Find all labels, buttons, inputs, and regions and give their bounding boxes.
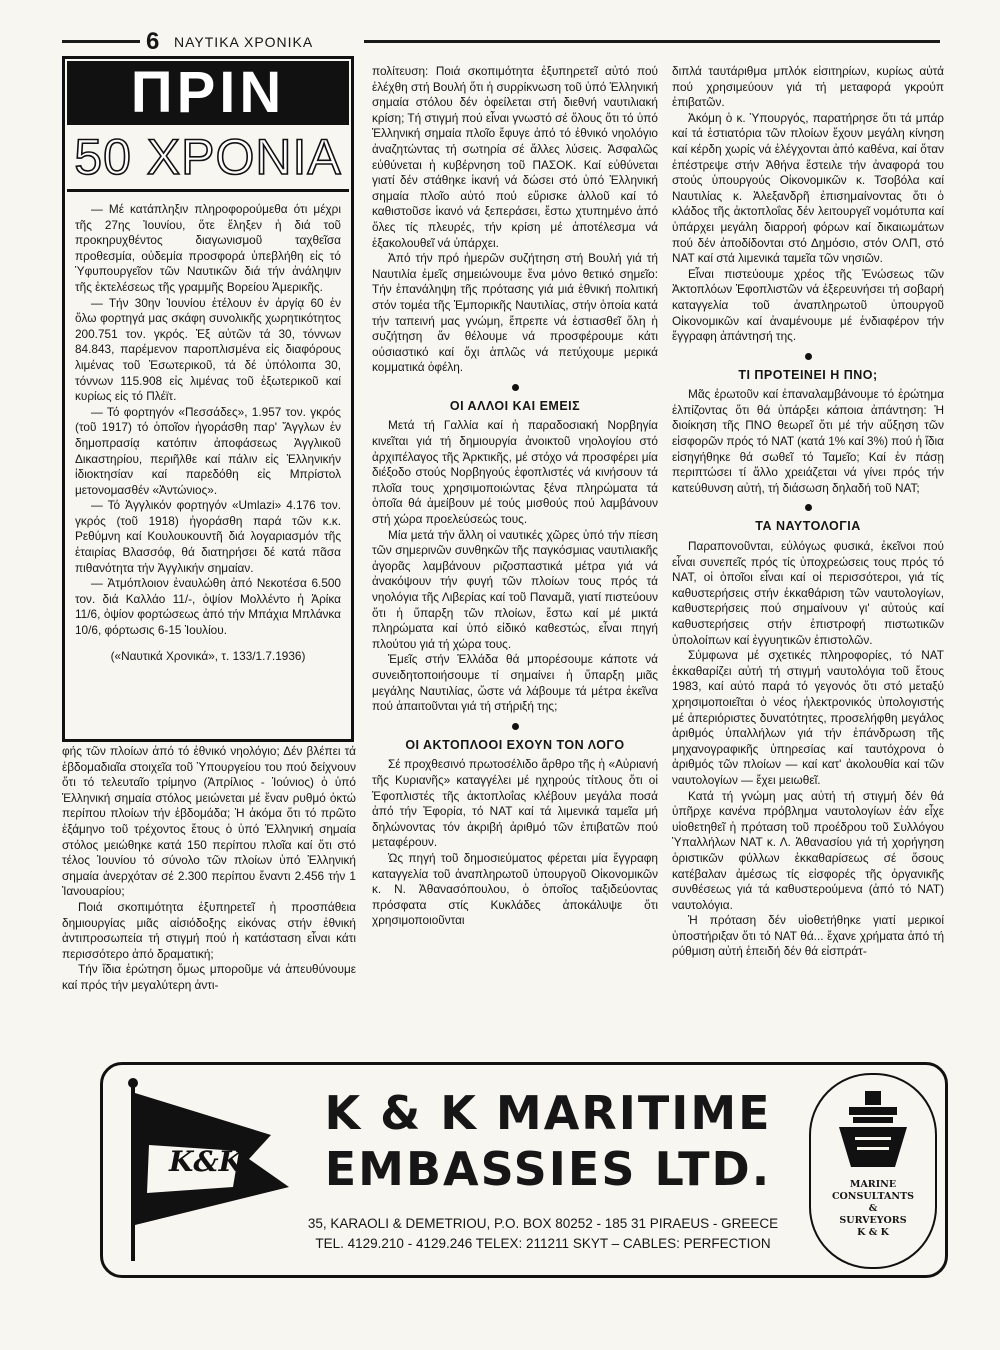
- box-paragraph: — Τό φορτηγόν «Πεσσάδες», 1.957 τον. γκρός (τοῦ 1917) τό ὁποῖον ἠγοράσθη παρ' Ἄγγλων ἐν δημοπρασίᾳ κατόπιν ἀποφάσεως Ἀγγλικοῦ Δικαστηρίου, περιῆλθε καί πάλιν εἰς Ἑλληνικήν ἰδιοκτησίαν καί παρεδόθη εἰς Μπρίστολ μετονομασθέν «Ἀντώνιος».: [75, 404, 341, 497]
- marine-consultants-seal: [809, 1073, 937, 1269]
- box-paragraph: — Τό Ἀγγλικόν φορτηγόν «Umlazi» 4.176 τον. γκρός (τοῦ 1918) ἠγοράσθη παρά τῶν κ.κ. Ρεθύμνη καί Κουλουκουντῆ διά λογαριασμόν τῆς ἑταιρίας Βλασσόφ, θά διατηρήσει δέ κατά πᾶσα πιθανότητα τήν Ἀγγλικήν σημαίαν.: [75, 498, 341, 575]
- flag-monogram: K&K: [169, 1145, 243, 1178]
- col3-paragraph: διπλά ταυτάριθμα μπλόκ εἰσιτηρίων, κυρίως αὐτά πού χρησιμεύουν γιά τή μεταφορά γκρούπ ἐπιβατῶν.: [672, 64, 944, 110]
- header-rule-right: [364, 40, 940, 43]
- page-number: 6: [146, 28, 160, 55]
- bullet-dot: [512, 723, 519, 730]
- box-title-prin: ΠΡΙΝ: [67, 61, 349, 125]
- col2-paragraph: πολίτευση: Ποιά σκοπιμότητα ἐξυπηρετεῖ αὐτό πού ἐλέχθη στή Βουλή ὅτι ἡ συρρίκνωση τοῦ ὑπό Ἑλληνική σημαία στόλου δέν ὀφείλεται στή διεθνή ναυτιλιακή κρίση; Τή στιγμή πού εἶναι γνωστό σέ ὅλους ὅτι τό ὑπό Ἑλληνική σημαία πλοῖο ἔφυγε ἀπό τό ἐθνικό νηολόγιο ἀναζητώντας τή σωτηρία σέ ἄλλες λύσεις. Ἀσφαλῶς εὐθύνεται ἡ κυβέρνηση τοῦ ΠΑΣΟΚ. Καί εὐθύνεται γιατί δέν στάθηκε ἱκανή νά δώσει στό ὑπό Ἑλληνική σημαία πλοῖο αὐτό πού εὕρισκε ἀλλοῦ καί τό καθιστοῦσε ἱκανό νά ξεπεράσει, ἔστω χτυπημένο ἀπό ὅλες τίς πλευρές, τήν κρίση μέ ἀποτέλεσμα νά ἐξακολουθεῖ νά ὑπάρχει.: [372, 64, 658, 250]
- publication-name: ΝΑΥΤΙΚΑ ΧΡΟΝΙΚΑ: [174, 34, 314, 50]
- col1-paragraph: Ποιά σκοπιμότητα ἐξυπηρετεῖ ἡ προσπάθεια δημιουργίας μιᾶς αἰσιόδοξης εἰκόνας στήν ἐθνική ἀντιπροσωπεία τή στιγμή πού ἡ κατάσταση εἶναι κάτι περισσότερο ἀπό δραματική;: [62, 899, 356, 961]
- seal-line-consultants: CONSULTANTS: [831, 1191, 915, 1202]
- col2-paragraph: Σέ προχθεσινό πρωτοσέλιδο ἄρθρο τῆς ἡ «Αὐριανή τῆς Κυριανῆς» καταγγέλει μέ ηχηρούς τίτλους ὅτι οἱ Ἐφοπλιστές τῆς ἀκτοπλοΐας κλέβουν μεγάλα ποσά ἀπό τήν Ἐφορία, τό ΝΑΤ καί τά λιμενικά ταμεῖα μή δηλώνοντας τόν ἀκριβή ἀριθμό τῶν ἐπιβατῶν πού μεταφέρουν.: [372, 757, 658, 850]
- bullet-dot: [805, 504, 812, 511]
- section-heading-coastal-shipping: ΟΙ ΑΚΤΟΠΛΟΟΙ ΕΧΟΥΝ ΤΟΝ ΛΟΓΟ: [405, 737, 625, 752]
- col2-paragraph: Ἐμεῖς στήν Ἑλλάδα θά μπορέσουμε κάποτε νά συνειδητοποιήσουμε τί σημαίνει ἡ ὕπαρξη μιᾶς μεγάλης Ναυτιλίας, ὥστε νά λάβουμε τά μέτρα ἐκεῖνα πού ἀπαιτοῦνται γιά τή στήριξή της;: [372, 652, 658, 714]
- col1-paragraph: φής τῶν πλοίων ἀπό τό ἐθνικό νηολόγιο; Δέν βλέπει τά ἑβδομαδιαῖα στοιχεῖα τοῦ Ὑπουργείου του πού δείχνουν ὅτι τό τελευταῖο τρίμηνο (Ἀπρίλιος - Ἰούνιος) ὁ ὑπό Ἑλληνική σημαία στόλος μειώνεται μέ ἕναν ρυθμό ὀκτώ περίπου πλοίων τήν ἑβδομάδα; Ἡ ἀκόμα ὅτι τό πρῶτο ἑξάμηνο τοῦ τρέχοντος ἔτους ὁ ὑπό Ἑλληνική σημαία στόλος μειώθηκε κατά 150 περίπου πλοῖα καί ὅτι στό τέλος Ἰουνίου τό σύνολο τῶν πλοίων ὑπό Ἑλληνική σημαία ἀνερχόταν σέ 2.300 περίπου ἔναντι 2.456 τήν 1 Ἰανουαρίου;: [62, 744, 356, 899]
- seal-line-marine: MARINE: [849, 1179, 897, 1190]
- col2-paragraph: Ἀπό τήν πρό ἡμερῶν συζήτηση στή Βουλή γιά τή Ναυτιλία ἐμεῖς σημειώνουμε ἕνα μόνο θετικό σημεῖο: Τήν ἐπανάληψη τῆς πρότασης γιά μιά ἐθνική πολιτική στόν τομέα τῆς Ἐμπορικῆς Ναυτιλίας, στήν ὁποία κατά τήν ταπεινή μας γνώμη, ἔπρεπε νά ἑστιασθεῖ ὅλη ἡ συζήτηση ἄν θέλουμε νά προσφέρουμε κάτι οὐσιαστικό καί ὄχι ἁπλῶς νά πετύχουμε μερικά κομματικά ὀφέλη.: [372, 251, 658, 375]
- col3-paragraph: Ἡ πρόταση δέν υἱοθετήθηκε γιατί μερικοί ὑποστήριξαν ὅτι τό ΝΑΤ θά... ἔχανε χρήματα ἀπό τή ρύθμιση αὐτή ἐπειδή δέν θά εἰσπράτ-: [672, 913, 944, 959]
- box-title-50-years: 50 ΧΡΟΝΙΑ: [67, 125, 349, 192]
- ad-contacts: TEL. 4129.210 - 4129.246 TELEX: 211211 SKYT – CABLES: PERFECTION: [315, 1236, 771, 1251]
- section-heading-pno-proposal: ΤΙ ΠΡΟΤΕΙΝΕΙ Η ΠΝΟ;: [738, 367, 878, 382]
- prin-50-xronia-box: [62, 56, 354, 742]
- seal-line-ampersand: &: [868, 1203, 878, 1214]
- section-heading-others-and-us: ΟΙ ΑΛΛΟΙ ΚΑΙ ΕΜΕΙΣ: [449, 398, 581, 413]
- column-2: [372, 64, 658, 1052]
- box-source: («Ναυτικά Χρονικά», τ. 133/1.7.1936): [110, 648, 306, 663]
- col2-paragraph: Μετά τή Γαλλία καί ἡ παραδοσιακή Νορβηγία κινεῖται γιά τή δημιουργία ἀνοικτοῦ νηολογίου στό ἀρχιπέλαγος τῆς Ἀρκτικῆς, μέ στόχο νά προσφέρει μία διέξοδο στούς Νορβηγούς ἐφοπλιστές νά κινήσουν τά πλοῖα τους χρησιμοποιώντας ξένα πληρώματα τά ὁποῖα θά ἀμείβουν μέ τούς μισθούς πού λαμβάνουν στή χώρα προελεύσεώς τους.: [372, 418, 658, 527]
- col3-paragraph: Σύμφωνα μέ σχετικές πληροφορίες, τό ΝΑΤ ἐκκαθαρίζει αὐτή τή στιγμή ναυτολόγια τοῦ ἔτους 1983, καί αὐτό παρά τό γεγονός ὅτι στό μεταξύ χρησιμοποιεῖται ὁ νέος ἠλεκτρονικός ὑπολογιστής μέ ἀπεριόριστες δυνατότητες, προσελήφθη μεγάλος ἀριθμός ὑπαλλήλων γιά τήν ἐπάνδρωση τῆς μηχανογραφικῆς ὑπηρεσίας καί ταυτόχρονα ὁ ἀριθμός τῶν πλοίων — καί κατ' ἀκολουθία καί τῶν ναυτολογίων — ἔχει μειωθεῖ.: [672, 648, 944, 787]
- col3-paragraph: Κατά τή γνώμη μας αὐτή τή στιγμή δέν θά ὑπῆρχε κανένα πρόβλημα ναυτολογίων ἐάν εἶχε υἱοθετηθεῖ ἡ πρόταση τοῦ προέδρου τοῦ Συλλόγου Ὑπαλλήλων ΝΑΤ κ. Λ. Ἀθανασίου γιά τή χορήγηση ὁριστικῶν φύλλων ἐκκαθαρίσεως σέ ὅσους κατέβαλαν ἀμέσως τίς εἰσφορές τῆς ὀργανικῆς συνθέσεως γιά τά καθυστερούμενα (ἀπό τό ΝΑΤ) ναυτολόγια.: [672, 788, 944, 912]
- seal-line-surveyors: SURVEYORS: [839, 1215, 907, 1226]
- col1-paragraph: Τήν ἴδια ἐρώτηση ὅμως μποροῦμε νά ἀπευθύνουμε καί πρός τήν μεγαλύτερη ἀντι-: [62, 962, 356, 992]
- box-paragraph: — Μέ κατάπληξιν πληροφορούμεθα ότι μέχρι τῆς 27ης Ἰουνίου, ὅτε ἔληξεν ἡ διά τοῦ προκηρυχθέντος διαγωνισμοῦ ταχθεῖσα προθεσμία, οὐδεμία προσφορά ὑπεβλήθη εἰς τό Ὑφυπουργεῖον τῶν Ναυτικῶν διά τήν ἀνάληψιν τῆς ἐκτελέσεως τῆς γραμμῆς Βορείου Ἀμερικῆς.: [75, 202, 341, 294]
- ad-company-name-line2: EMBASSIES LTD.: [324, 1142, 772, 1196]
- ad-address: 35, KARAOLI & DEMETRIOU, P.O. BOX 80252 - 185 31 PIRAEUS - GREECE: [307, 1216, 779, 1231]
- box-paragraph: — Ἀτμόπλοιον ἐναυλώθη ἀπό Νεκοτέσα 6.500 τον. διά Καλλάο 11/-, ὀψίον Μολλέντο ἡ Ἀρίκα 11/6, ὀψίον φορτώσεως ἀπό τήν Μπάχια Μπλάνκα 10/6, φόρτωσις 6-15 Ἰουλίου.: [75, 576, 341, 638]
- kk-maritime-advertisement: [100, 1062, 948, 1278]
- bullet-dot: [512, 384, 519, 391]
- col3-paragraph: Μᾶς ἐρωτοῦν καί ἐπαναλαμβάνουμε τό ἐρώτημα ἐλπίζοντας ὅτι θά ὑπάρξει κάποια ἀπάντηση: Ἡ διοίκηση τῆς ΠΝΟ θεωρεῖ ὅτι μέ τήν αὔξηση τῶν εἰσφορῶν πρός τό ΝΑΤ (κατά 1% καί 3%) πού ἡ ἴδια εἰσηγήθηκε θά σωθεῖ τό Ταμεῖο; Καί ἐν πάσῃ περιπτώσει τί ἄλλο χρειάζεται νά γίνει πρός τήν κατεύθυνση αὐτή, τή διάσωση δηλαδή τοῦ ΝΑΤ;: [672, 387, 944, 495]
- seal-line-kk: K & K: [857, 1227, 889, 1238]
- section-heading-crew-lists: ΤΑ ΝΑΥΤΟΛΟΓΙΑ: [755, 519, 861, 534]
- ad-company-name-line1: K & K MARITIME: [324, 1086, 772, 1140]
- seal-text: [811, 1179, 935, 1239]
- box-body: [65, 192, 351, 664]
- column-1-continued: [62, 744, 356, 994]
- ship-icon: [835, 1087, 911, 1173]
- bullet-dot: [805, 353, 812, 360]
- col2-paragraph: Ὡς πηγή τοῦ δημοσιεύματος φέρεται μία ἔγγραφη καταγγελία τοῦ ἀναπληρωτοῦ ὑπουργοῦ Οἰκονομικῶν κ. Ν. Ἀθανασόπουλου, ὁ ὁποῖος ταξιδεύοντας πρόσφατα στίς Κυκλάδες ἀποκάλυψε ὅτι χρησιμοποιοῦνται: [372, 850, 658, 928]
- col3-paragraph: Ἀκόμη ὁ κ. Ὑπουργός, παρατήρησε ὅτι τά μπάρ καί τά ἑστιατόρια τῶν πλοίων ἔχουν μεγάλη κίνηση καί κέρδη χωρίς νά ἐλέγχονται ἀπό καθένα, καί ὅταν ἐπέστρεψε στήν Ἀθήνα ἔστειλε τήν ἀναφορά του στούς ὑπουργούς Οἰκονομικῶν κ. Τσοβόλα καί Ναυτιλίας κ. Ἀλεξανδρῆ ἐπισημαίνοντας ὅτι ὁ κλάδος τῆς ἀκτοπλοΐας δέν λειτουργεῖ νομότυπα καί ὑπάρχει μεγάλη διαρροή φόρων καί δικαιωμάτων πού δέν ἀποδίδονται στό Δημόσιο, στόν ΟΛΠ, στό ΝΑΤ καί στά λιμενικά ταμεῖα τῶν νησιῶν.: [672, 110, 944, 266]
- col2-paragraph: Μία μετά τήν ἄλλη οἱ ναυτικές χῶρες ὑπό τήν πίεση τῶν σημερινῶν συνθηκῶν τῆς παγκόσμιας ναυτιλιακῆς ἀγορᾶς λαμβάνουν ριζοσπαστικά μέτρα γιά νά ἀνακόψουν τήν φυγή τῶν πλοίων τους πρός τά νηολόγια τῆς Λιβερίας καί τοῦ Παναμᾶ, γιατί πιστεύουν ὅτι ἡ ὕπαρξη τῶν πλοίων, ἔστω καί μέ μικτά πληρώματα καί ὑπό εἰδικό καθεστώς, εἶναι πηγή πλούτου γιά τή χώρα τους.: [372, 527, 658, 651]
- header-rule-left: [62, 40, 140, 43]
- col3-paragraph: Παραπονοῦνται, εὐλόγως φυσικά, ἐκεῖνοι πού εἶναι συνεπεῖς πρός τίς ὑποχρεώσεις τους πρός τό ΝΑΤ, οἱ ὁποῖοι εἶναι καί οἱ περισσότεροι, γιά τίς καθυστερήσεις στήν ἐκκαθάριση τῶν ναυτολογίων, καθυστερήσεις πού σημαίνουν γι' αὐτούς καί καθυστερήσεις στήν ἐπιστροφή πιστωτικῶν ὑπολοίπων καί ἐγγυητικῶν ἐπιστολῶν.: [672, 539, 944, 647]
- col3-paragraph: Εἶναι πιστεύουμε χρέος τῆς Ἑνώσεως τῶν Ἀκτοπλόων Ἐφοπλιστῶν νά ἐξερευνήσει τή σοβαρή καταγγελία τοῦ ἀναπληρωτοῦ ὑπουργοῦ Οἰκονομικῶν καί ἀναμένουμε μέ ἐνδιαφέρον τήν ἔγγραφη ἀπάντησή της.: [672, 266, 944, 344]
- column-3: [672, 64, 944, 1052]
- box-paragraph: — Τήν 30ην Ἰουνίου ἐτέλουν ἐν ἀργίᾳ 60 ἐν ὅλω φορτηγά μας σκάφη συνολικῆς χωρητικότητος 200.751 τον. γκρός. Ἐξ αὐτῶν τά 30, τόννων 84.843, παρέμενον παροπλισμένα εἰς διαφόρους λιμένας τοῦ Ἐσωτερικοῦ, τά δέ ὑπόλοιπα 30, τόννων 115.908 εἰς λιμένας τοῦ ἐξωτερικοῦ καί κυρίως εἰς τό Πλέϊτ.: [75, 295, 341, 404]
